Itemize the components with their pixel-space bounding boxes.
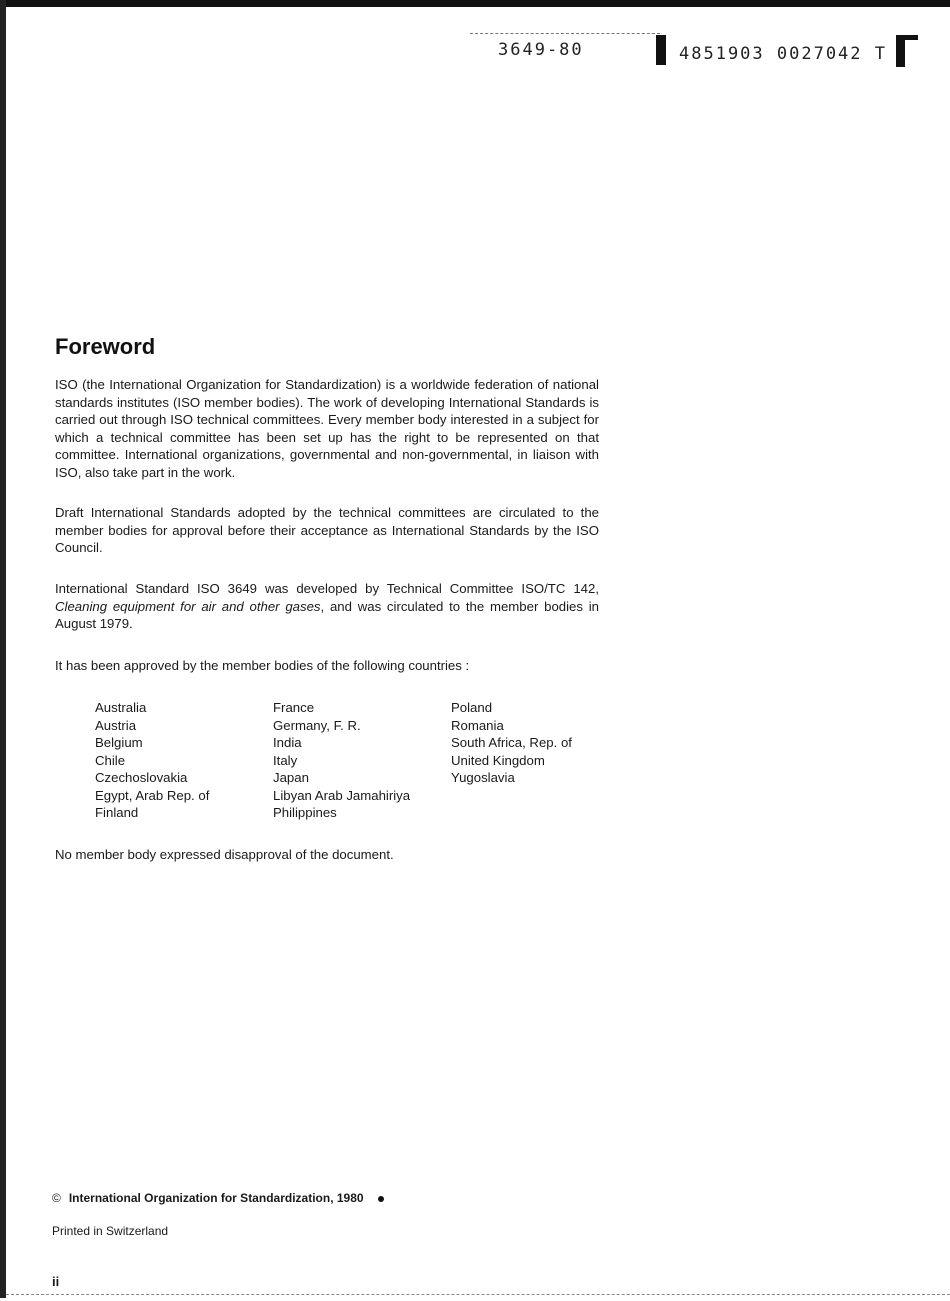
stamp-rule <box>470 33 660 34</box>
country-item: Libyan Arab Jamahiriya <box>273 787 411 803</box>
country-item: Austria <box>95 717 137 733</box>
foreword-paragraph-2: Draft International Standards adopted by the technical committees are circulated to the member bodies for approval before their acceptance as International Standards by the ISO Council. <box>55 505 599 555</box>
p3-text-after: , and was circulated to the member bodies in August 1979. <box>55 598 599 631</box>
page-number: ii <box>52 1274 60 1289</box>
country-item: United Kingdom <box>451 752 545 768</box>
country-item: South Africa, Rep. of <box>451 735 572 750</box>
scan-top-edge <box>0 0 950 7</box>
page-title: Foreword <box>55 334 156 359</box>
country-list-column-3 <box>451 699 572 787</box>
copyright-line <box>52 1191 384 1205</box>
country-item: Egypt, Arab Rep. of <box>95 787 210 803</box>
country-list-column-1 <box>95 699 209 822</box>
country-item: Czechoslovakia <box>95 770 188 785</box>
copyright-symbol: © <box>52 1191 61 1205</box>
printed-in: Printed in Switzerland <box>52 1224 169 1238</box>
country-item: Romania <box>451 717 504 733</box>
country-item: India <box>273 735 302 750</box>
bullet-dot-icon <box>378 1196 384 1202</box>
country-item: Poland <box>451 700 493 715</box>
committee-scope-italic: Cleaning equipment for air and other gases <box>55 598 321 614</box>
copyright-text: International Organization for Standardization, 1980 <box>68 1191 364 1205</box>
registration-bar-left <box>656 35 666 65</box>
p3-text-before: International Standard ISO 3649 was developed by Technical Committee ISO/TC 142, <box>55 581 599 596</box>
country-item: Australia <box>95 700 147 715</box>
country-item: Belgium <box>95 735 143 750</box>
country-item: Japan <box>273 770 309 785</box>
foreword-paragraph-1: ISO (the International Organization for Standardization) is a worldwide federation of national standards institutes (ISO member bodies). The work of developing International Standards is carried out through ISO technical committees. Every member body interested in a subject for which a technical committee has been set up has the right to be represented on that committee. International organizations, governmental and non-governmental, in liaison with ISO, also take part in the work. <box>55 377 599 480</box>
document-code-stamp: 3649-80 <box>498 40 584 60</box>
scan-left-edge <box>0 0 6 1298</box>
country-item: Chile <box>95 752 126 768</box>
country-item: Germany, F. R. <box>273 717 361 733</box>
country-item: France <box>273 700 315 715</box>
approval-intro: It has been approved by the member bodies of the following countries : <box>55 658 470 673</box>
country-list-column-2 <box>273 699 410 822</box>
country-item: Finland <box>95 805 139 820</box>
scan-bottom-edge <box>6 1294 950 1295</box>
registration-bar-right-cap <box>896 35 918 40</box>
country-item: Philippines <box>273 805 337 820</box>
country-item: Yugoslavia <box>451 770 515 785</box>
country-item: Italy <box>273 752 298 768</box>
disapproval-statement: No member body expressed disapproval of the document. <box>55 847 394 862</box>
catalog-number-stamp: 4851903 0027042 T <box>679 44 887 64</box>
foreword-paragraph-3 <box>55 580 599 633</box>
